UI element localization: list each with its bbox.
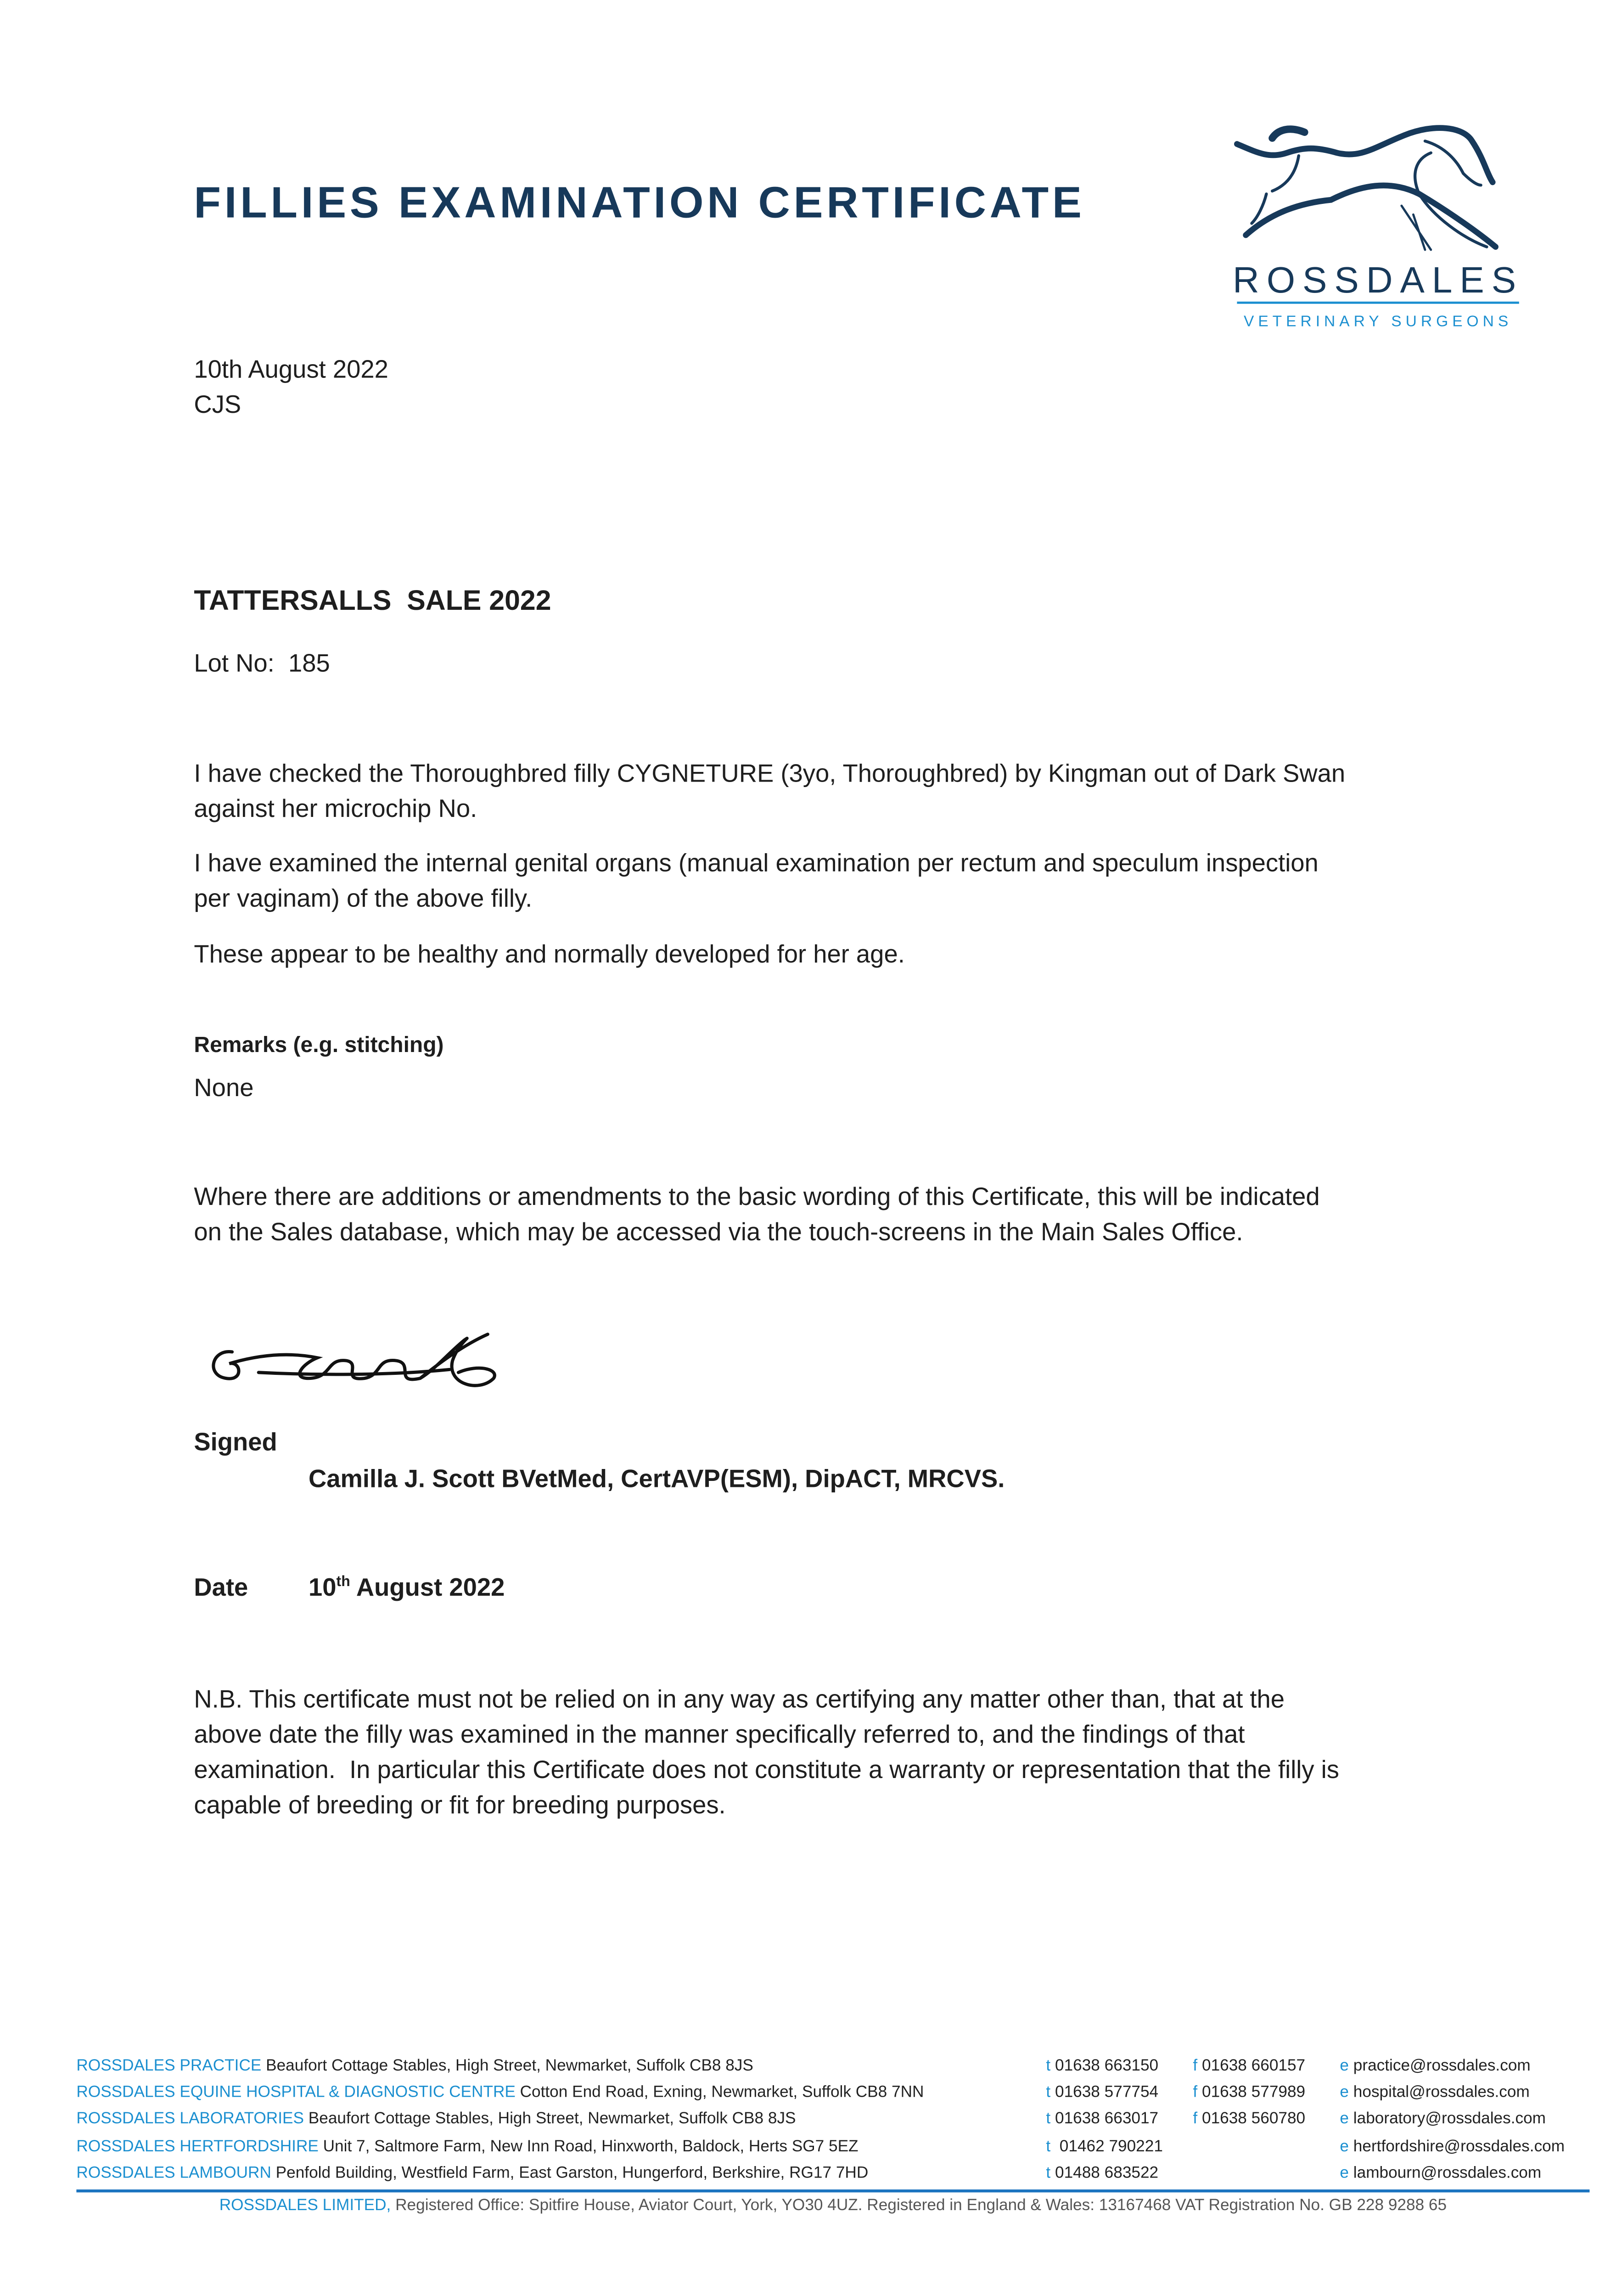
- paragraph-3: These appear to be healthy and normally developed for her age.: [194, 940, 905, 968]
- registered-office: [0, 2197, 1622, 2214]
- fax-number: 01638 560780: [1202, 2110, 1306, 2128]
- footer-phone: [1046, 2110, 1158, 2128]
- phone-prefix: t: [1046, 2137, 1051, 2155]
- text-line: I have examined the internal genital organs (manual examination per rectum and speculum inspection: [194, 849, 1319, 878]
- phone-prefix: t: [1046, 2084, 1051, 2102]
- date-day: 10: [309, 1574, 337, 1602]
- logo-tagline: VETERINARY SURGEONS: [1243, 313, 1513, 330]
- footer-email: [1340, 2084, 1529, 2101]
- signature-date: [309, 1574, 505, 1603]
- signatory-name: Camilla J. Scott BVetMed, CertAVP(ESM), DipACT, MRCVS.: [309, 1465, 1005, 1493]
- footer-phone: [1046, 2057, 1158, 2075]
- document-title: FILLIES EXAMINATION CERTIFICATE: [194, 179, 1085, 228]
- rossdales-logo: [1228, 109, 1528, 338]
- footer-row: [76, 2164, 868, 2182]
- footer-phone: [1046, 2084, 1158, 2101]
- fax-number: 01638 660157: [1202, 2057, 1306, 2075]
- office-name: ROSSDALES PRACTICE: [76, 2057, 262, 2075]
- footer-email: [1340, 2164, 1541, 2182]
- text-line: N.B. This certificate must not be relied on in any way as certifying any matter other than, that at the: [194, 1685, 1285, 1714]
- email-address: practice@rossdales.com: [1353, 2057, 1531, 2075]
- lot-number: [194, 647, 330, 682]
- remarks-label: Remarks (e.g. stitching): [194, 1033, 444, 1058]
- text-line: I have checked the Thoroughbred filly CYGNETURE (3yo, Thoroughbred) by Kingman out of Dark Swan: [194, 760, 1346, 788]
- office-name: ROSSDALES LABORATORIES: [76, 2110, 304, 2128]
- email-prefix: e: [1340, 2084, 1349, 2102]
- footer-row: [76, 2138, 858, 2155]
- fax-number: 01638 577989: [1202, 2084, 1306, 2102]
- email-prefix: e: [1340, 2057, 1349, 2075]
- footer-email: [1340, 2057, 1530, 2075]
- header-initials: CJS: [194, 391, 241, 419]
- email-address: laboratory@rossdales.com: [1353, 2110, 1546, 2128]
- phone-number: 01638 663017: [1055, 2110, 1159, 2128]
- signed-label: Signed: [194, 1428, 277, 1457]
- fax-prefix: f: [1193, 2057, 1198, 2075]
- email-address: hertfordshire@rossdales.com: [1353, 2137, 1565, 2155]
- text-line: Where there are additions or amendments to the basic wording of this Certificate, this will be indicated: [194, 1183, 1320, 1211]
- phone-number: 01638 663150: [1055, 2057, 1159, 2075]
- sale-title: TATTERSALLS SALE 2022: [194, 586, 551, 617]
- date-suffix: th: [336, 1574, 350, 1591]
- office-address: Cotton End Road, Exning, Newmarket, Suffolk CB8 7NN: [515, 2084, 924, 2102]
- remarks-value: None: [194, 1074, 254, 1102]
- lot-value: 185: [288, 649, 330, 678]
- office-address: Beaufort Cottage Stables, High Street, Newmarket, Suffolk CB8 8JS: [261, 2057, 753, 2075]
- office-address: Penfold Building, Westfield Farm, East Garston, Hungerford, Berkshire, RG17 7HD: [271, 2164, 869, 2182]
- date-label: Date: [194, 1574, 248, 1602]
- horse-logo-icon: [1228, 109, 1528, 338]
- text-line: capable of breeding or fit for breeding purposes.: [194, 1791, 726, 1819]
- handwritten-signature: [200, 1325, 508, 1401]
- logo-wordmark: ROSSDALES: [1233, 259, 1524, 300]
- office-name: ROSSDALES LAMBOURN: [76, 2164, 271, 2182]
- footer-row: [76, 2110, 796, 2128]
- amendments-note: [194, 1180, 1319, 1251]
- footer-divider: [76, 2189, 1589, 2192]
- footer-phone: [1046, 2164, 1158, 2182]
- footer-fax: [1193, 2084, 1305, 2101]
- nb-disclaimer: [194, 1683, 1339, 1823]
- phone-number: 01638 577754: [1055, 2084, 1159, 2102]
- fax-prefix: f: [1193, 2084, 1198, 2102]
- text-line: examination. In particular this Certificate does not constitute a warranty or representation that the filly is: [194, 1756, 1340, 1784]
- email-prefix: e: [1340, 2164, 1349, 2182]
- email-address: hospital@rossdales.com: [1353, 2084, 1530, 2102]
- footer-fax: [1193, 2110, 1305, 2128]
- lot-label: Lot No:: [194, 649, 275, 678]
- footer-phone: [1046, 2138, 1163, 2155]
- text-line: above date the filly was examined in the manner specifically referred to, and the findings of that: [194, 1721, 1245, 1749]
- paragraph-1: [194, 757, 1345, 827]
- text-line: against her microchip No.: [194, 795, 477, 823]
- text-line: per vaginam) of the above filly.: [194, 884, 533, 913]
- text-line: on the Sales database, which may be accessed via the touch-screens in the Main Sales Office.: [194, 1218, 1243, 1246]
- email-prefix: e: [1340, 2110, 1349, 2128]
- paragraph-2: [194, 846, 1318, 917]
- office-address: Unit 7, Saltmore Farm, New Inn Road, Hinxworth, Baldock, Herts SG7 5EZ: [318, 2137, 859, 2155]
- registered-text: Registered Office: Spitfire House, Aviator Court, York, YO30 4UZ. Registered in England & Wales: 13167468 VAT Registration No. GB 228 9288 65: [391, 2197, 1447, 2215]
- footer-fax: [1193, 2057, 1305, 2075]
- registered-name: ROSSDALES LIMITED,: [219, 2197, 391, 2215]
- footer-row: [76, 2057, 753, 2075]
- date-rest: August 2022: [350, 1574, 505, 1602]
- footer-email: [1340, 2110, 1546, 2128]
- phone-number: 01462 790221: [1055, 2137, 1163, 2155]
- phone-prefix: t: [1046, 2110, 1051, 2128]
- office-address: Beaufort Cottage Stables, High Street, Newmarket, Suffolk CB8 8JS: [304, 2110, 796, 2128]
- header-date: 10th August 2022: [194, 355, 388, 384]
- email-address: lambourn@rossdales.com: [1353, 2164, 1542, 2182]
- footer-email: [1340, 2138, 1565, 2155]
- email-prefix: e: [1340, 2137, 1349, 2155]
- office-name: ROSSDALES HERTFORDSHIRE: [76, 2137, 319, 2155]
- phone-prefix: t: [1046, 2057, 1051, 2075]
- footer-row: [76, 2084, 924, 2101]
- phone-number: 01488 683522: [1055, 2164, 1159, 2182]
- office-name: ROSSDALES EQUINE HOSPITAL & DIAGNOSTIC CENTRE: [76, 2084, 516, 2102]
- phone-prefix: t: [1046, 2164, 1051, 2182]
- fax-prefix: f: [1193, 2110, 1198, 2128]
